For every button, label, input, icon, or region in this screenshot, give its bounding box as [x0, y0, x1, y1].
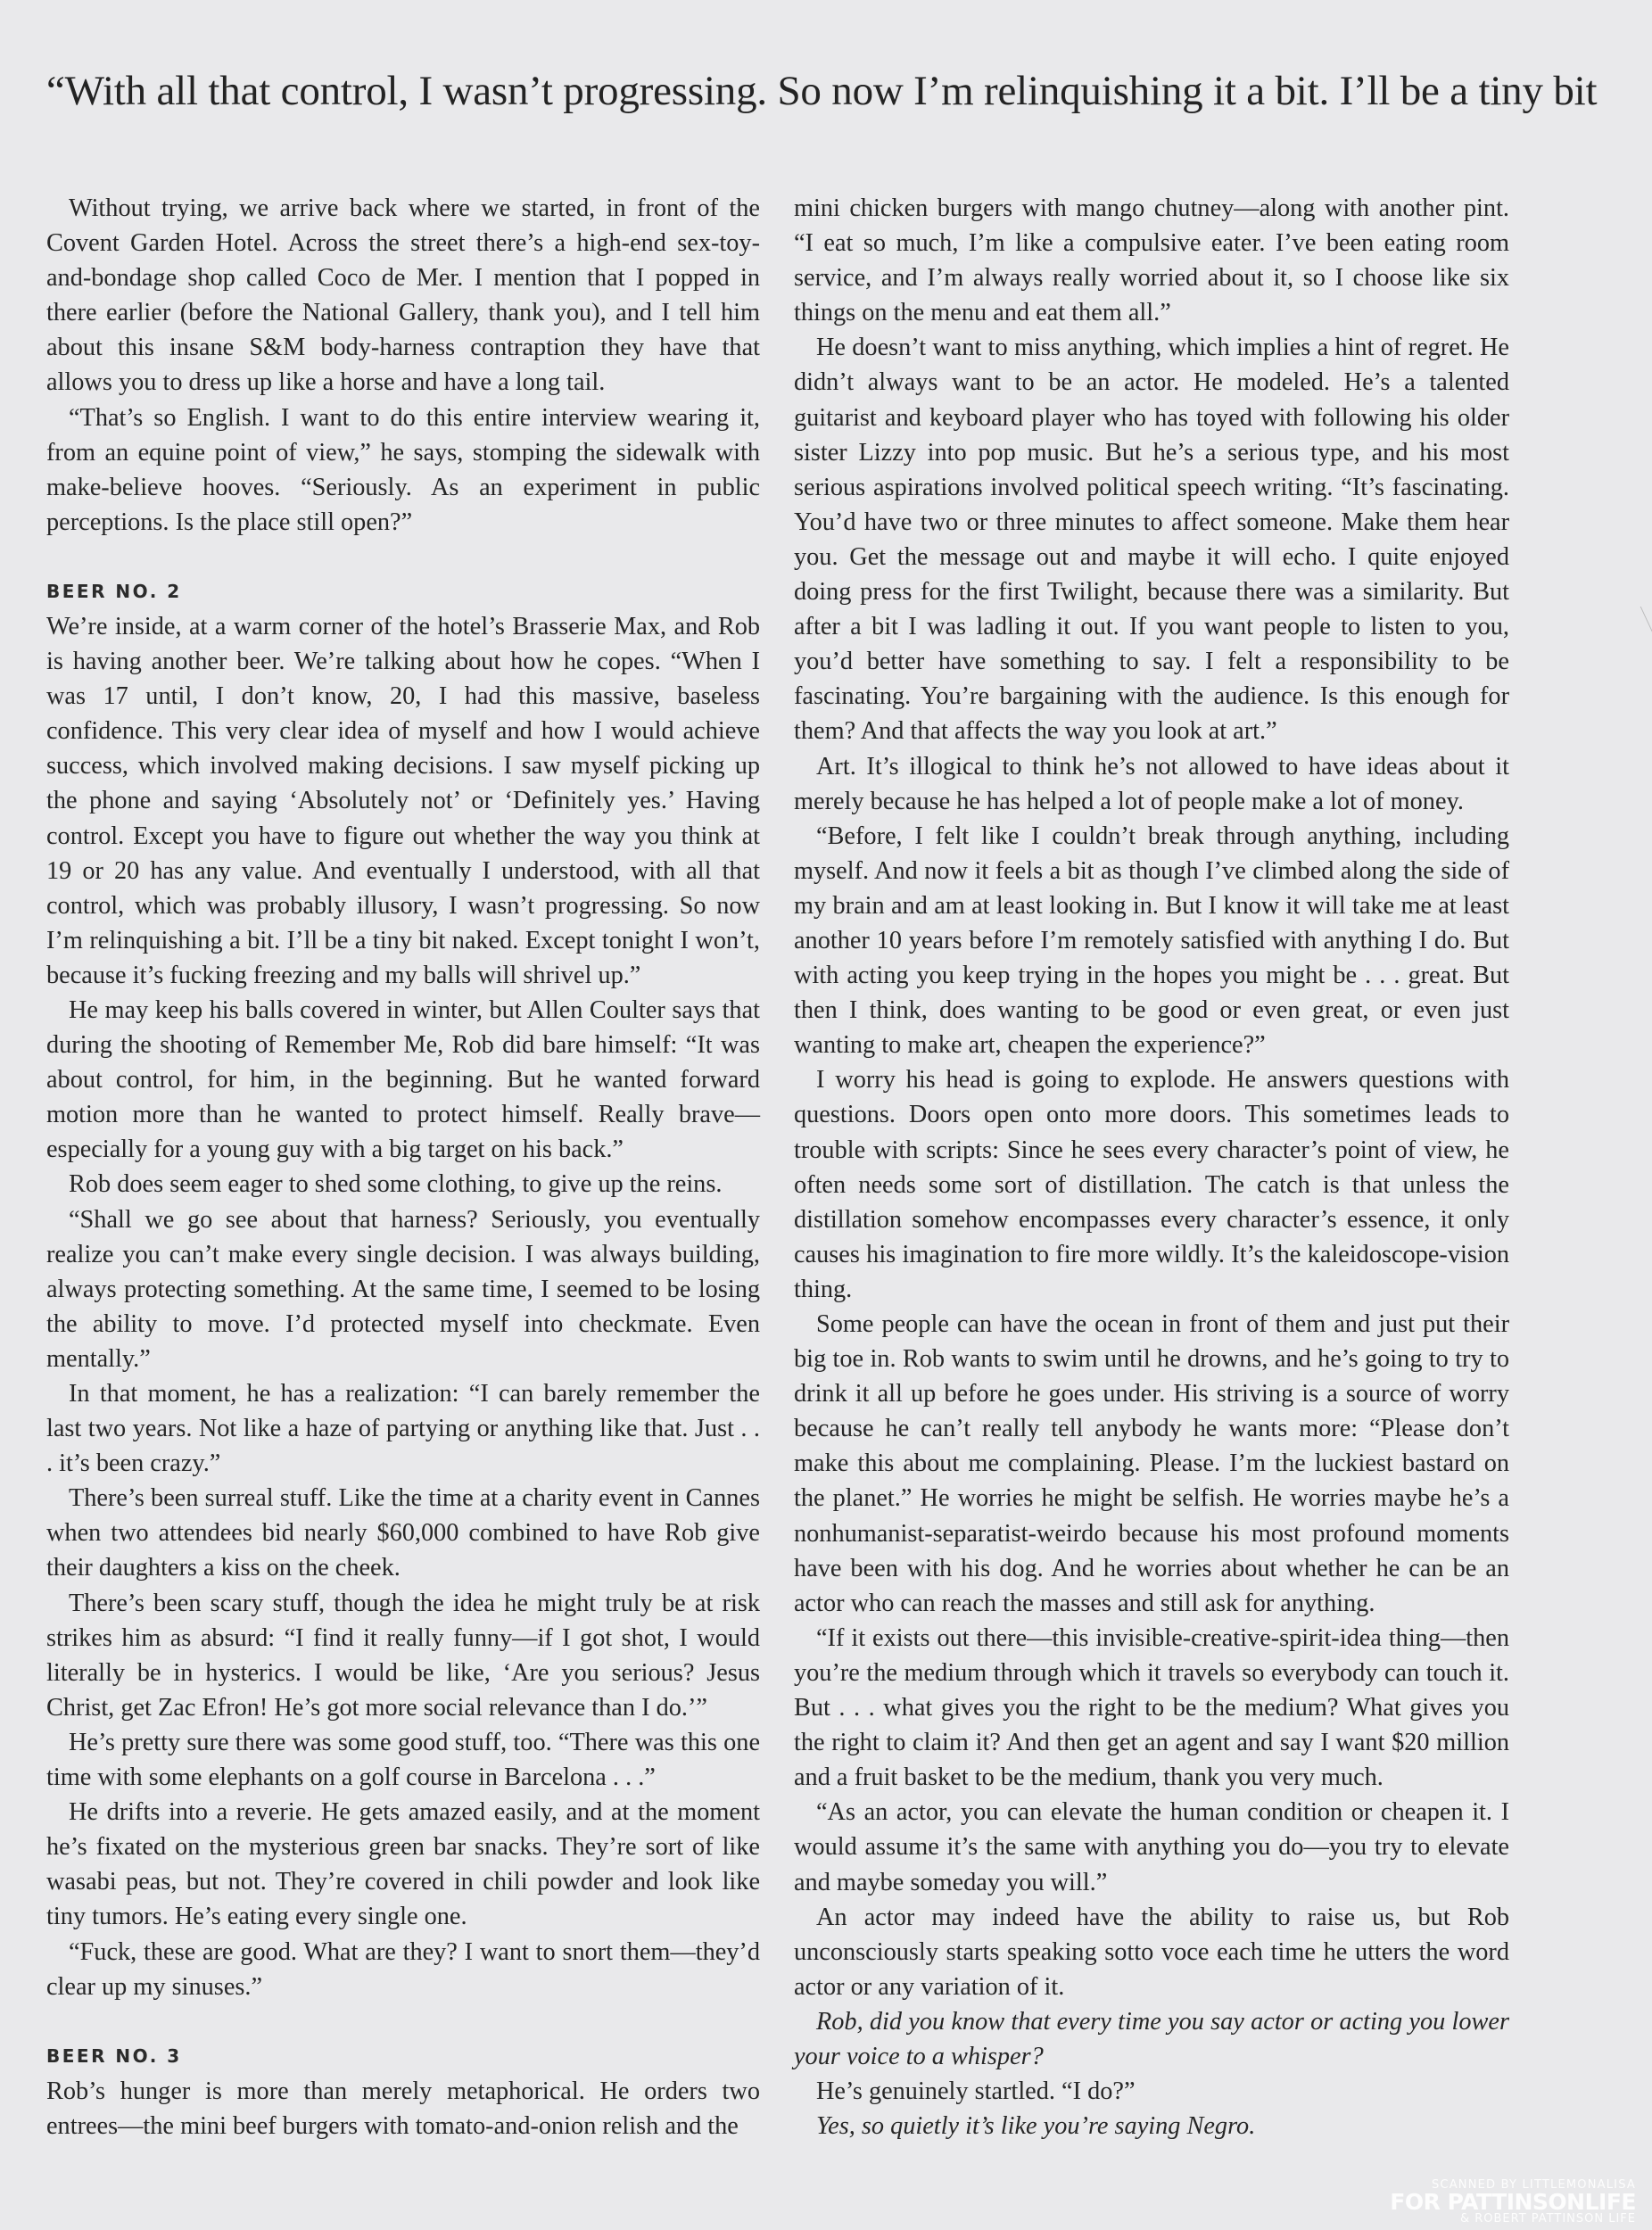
scan-credit — [1390, 2179, 1636, 2225]
paragraph: “Before, I felt like I couldn’t break through anything, including myself. And now it feels a bit as though I’ve climbed along the side of my brain and am at least looking in. But I know it will take me at least another 10 years before I’m remotely satisfied with anything I do. But with acting you keep trying in the hopes you might be . . . great. But then I think, does wanting to be good or even great, or even just wanting to make art, cheapen the experience?” — [794, 822, 1509, 1060]
pull-quote: “With all that control, I wasn’t progressing. So now I’m relinquishing it a bit. I’ll be a tiny bit — [46, 68, 1598, 114]
paragraph: Art. It’s illogical to think he’s not allowed to have ideas about it merely because he has helped a lot of people make a lot of money. — [794, 752, 1509, 815]
paragraph: An actor may indeed have the ability to raise us, but Rob unconsciously starts speaking sotto voce each time he utters the word actor or any variation of it. — [794, 1903, 1509, 2001]
paragraph: Without trying, we arrive back where we started, in front of the Covent Garden Hotel. Across the street there’s a high-end sex-toy-and-bondage shop called Coco de Mer. I mention that I popped in there earlier (before the National Gallery, thank you), and I tell him about this insane S&M body-harness contraption they have that allows you to dress up like a horse and have a long tail. — [46, 194, 760, 397]
answer-italic: Yes, so quietly it’s like you’re saying Negro. — [816, 2112, 1256, 2141]
paragraph: He doesn’t want to miss anything, which implies a hint of regret. He didn’t always want to be an actor. He modeled. He’s a talented guitarist and keyboard player who has toyed with following his older sister Lizzy into pop music. But he’s a serious type, and his most serious aspirations involved political speech writing. “It’s fascinating. You’d have two or three minutes to affect someone. Make them hear you. Get the message out and maybe it will echo. I quite enjoyed doing press for the first Twilight, because there was a similarity. But after a bit I was ladling it out. If you want people to listen to you, you’d better have something to say. I felt a responsibility to be fascinating. You’re bargaining with the audience. Is this enough for them? And that affects the way you look at art.” — [794, 334, 1509, 746]
left-column — [46, 191, 760, 2143]
paragraph: mini chicken burgers with mango chutney—along with another pint. “I eat so much, I’m like a compulsive eater. I’ve been eating room service, and I’m always really worried about it, so I choose like six things on the menu and eat them all.” — [794, 194, 1509, 327]
paragraph: In that moment, he has a realization: “I can barely remember the last two years. Not like a haze of partying or anything like that. Just . . . it’s been crazy.” — [46, 1380, 760, 1478]
paragraph: He’s genuinely startled. “I do?” — [816, 2077, 1136, 2106]
scan-credit-line-1: SCANNED BY LITTLEMONALISA — [1431, 2178, 1636, 2192]
paragraph: He drifts into a reverie. He gets amazed easily, and at the moment he’s fixated on the mysterious green bar snacks. They’re sort of like wasabi peas, but not. They’re covered in chili powder and look like tiny tumors. He’s eating every single one. — [46, 1798, 760, 1931]
paragraph: “If it exists out there—this invisible-creative-spirit-idea thing—then you’re the medium through which it travels so everybody can touch it. But . . . what gives you the right to be the medium? What gives you the right to claim it? And then get an agent and say I want $20 million and a fruit basket to be the medium, thank you very much. — [794, 1623, 1509, 1792]
paragraph: He’s pretty sure there was some good stuff, too. “There was this one time with some elephants on a golf course in Barcelona . . .” — [46, 1728, 760, 1792]
paragraph: “That’s so English. I want to do this entire interview wearing it, from an equine point of view,” he says, stomping the sidewalk with make-believe hooves. “Seriously. As an experiment in public perceptions. Is the place still open?” — [46, 403, 760, 536]
right-column — [794, 191, 1509, 2143]
paragraph: There’s been surreal stuff. Like the time at a charity event in Cannes when two attendees bid nearly $60,000 combined to have Rob give their daughters a kiss on the cheek. — [46, 1484, 760, 1582]
scan-credit-line-2: FOR PATTINSONLIFE — [1390, 2189, 1636, 2215]
paragraph: There’s been scary stuff, though the idea he might truly be at risk strikes him as absurd: “I find it really funny—if I got shot, I would literally be in hysterics. I would be like, ‘Are you serious? Jesus Christ, get Zac Efron! He’s got more social relevance than I do.’” — [46, 1589, 760, 1722]
paragraph: “Shall we go see about that harness? Seriously, you eventually realize you can’t make every single decision. I was always building, always protecting something. At the same time, I seemed to be losing the ability to move. I’d protected myself into checkmate. Even mentally.” — [46, 1205, 760, 1373]
section-heading-beer-2: BEER NO. 2 — [46, 580, 182, 602]
margin-mark — [1626, 607, 1652, 642]
paragraph: Rob’s hunger is more than merely metaphorical. He orders two entrees—the mini beef burgers with tomato-and-onion relish and the — [46, 2077, 760, 2140]
paragraph: Some people can have the ocean in front of them and just put their big toe in. Rob wants to swim until he drowns, and he’s going to try to drink it all up before he goes under. His striving is a source of worry because he can’t really tell anybody he wants more: “Please don’t make this about me complaining. Please. I’m the luckiest bastard on the planet.” He worries he might be selfish. He worries maybe he’s a nonhumanist-separatist-weirdo because his most profound moments have been with his dog. And he worries about whether he can be an actor who can reach the masses and still ask for anything. — [794, 1310, 1509, 1617]
paragraph: “Fuck, these are good. What are they? I want to snort them—they’d clear up my sinuses.” — [46, 1937, 760, 2001]
paragraph: Rob does seem eager to shed some clothing, to give up the reins. — [69, 1170, 723, 1199]
paragraph: He may keep his balls covered in winter, but Allen Coulter says that during the shooting of Remember Me, Rob did bare himself: “It was about control, for him, in the beginning. But he wanted forward motion more than he wanted to protect himself. Really brave—especially for a young guy with a big target on his back.” — [46, 995, 760, 1164]
paragraph: I worry his head is going to explode. He answers questions with questions. Doors open onto more doors. This sometimes leads to trouble with scripts: Since he sees every character’s point of view, he often needs some sort of distillation. The catch is that unless the distillation somehow encompasses every character’s essence, it only causes his imagination to fire more wildly. It’s the kaleidoscope-vision thing. — [794, 1066, 1509, 1303]
question-italic: Rob, did you know that every time you say actor or acting you lower your voice to a whisper? — [794, 2007, 1509, 2070]
scan-credit-line-3: & ROBERT PATTINSON LIFE — [1459, 2212, 1636, 2226]
paragraph: We’re inside, at a warm corner of the hotel’s Brasserie Max, and Rob is having another beer. We’re talking about how he copes. “When I was 17 until, I don’t know, 20, I had this massive, baseless confidence. This very clear idea of myself and how I would achieve success, which involved making decisions. I saw myself picking up the phone and saying ‘Absolutely not’ or ‘Definitely yes.’ Having control. Except you have to figure out whether the way you think at 19 or 20 has any value. And eventually I understood, with all that control, which was probably illusory, I wasn’t progressing. So now I’m relinquishing a bit. I’ll be a tiny bit naked. Except tonight I won’t, because it’s fucking freezing and my balls will shrivel up.” — [46, 612, 760, 989]
section-heading-beer-3: BEER NO. 3 — [46, 2044, 182, 2067]
paragraph: “As an actor, you can elevate the human condition or cheapen it. I would assume it’s the same with anything you do—you try to elevate and maybe someday you will.” — [794, 1798, 1509, 1896]
